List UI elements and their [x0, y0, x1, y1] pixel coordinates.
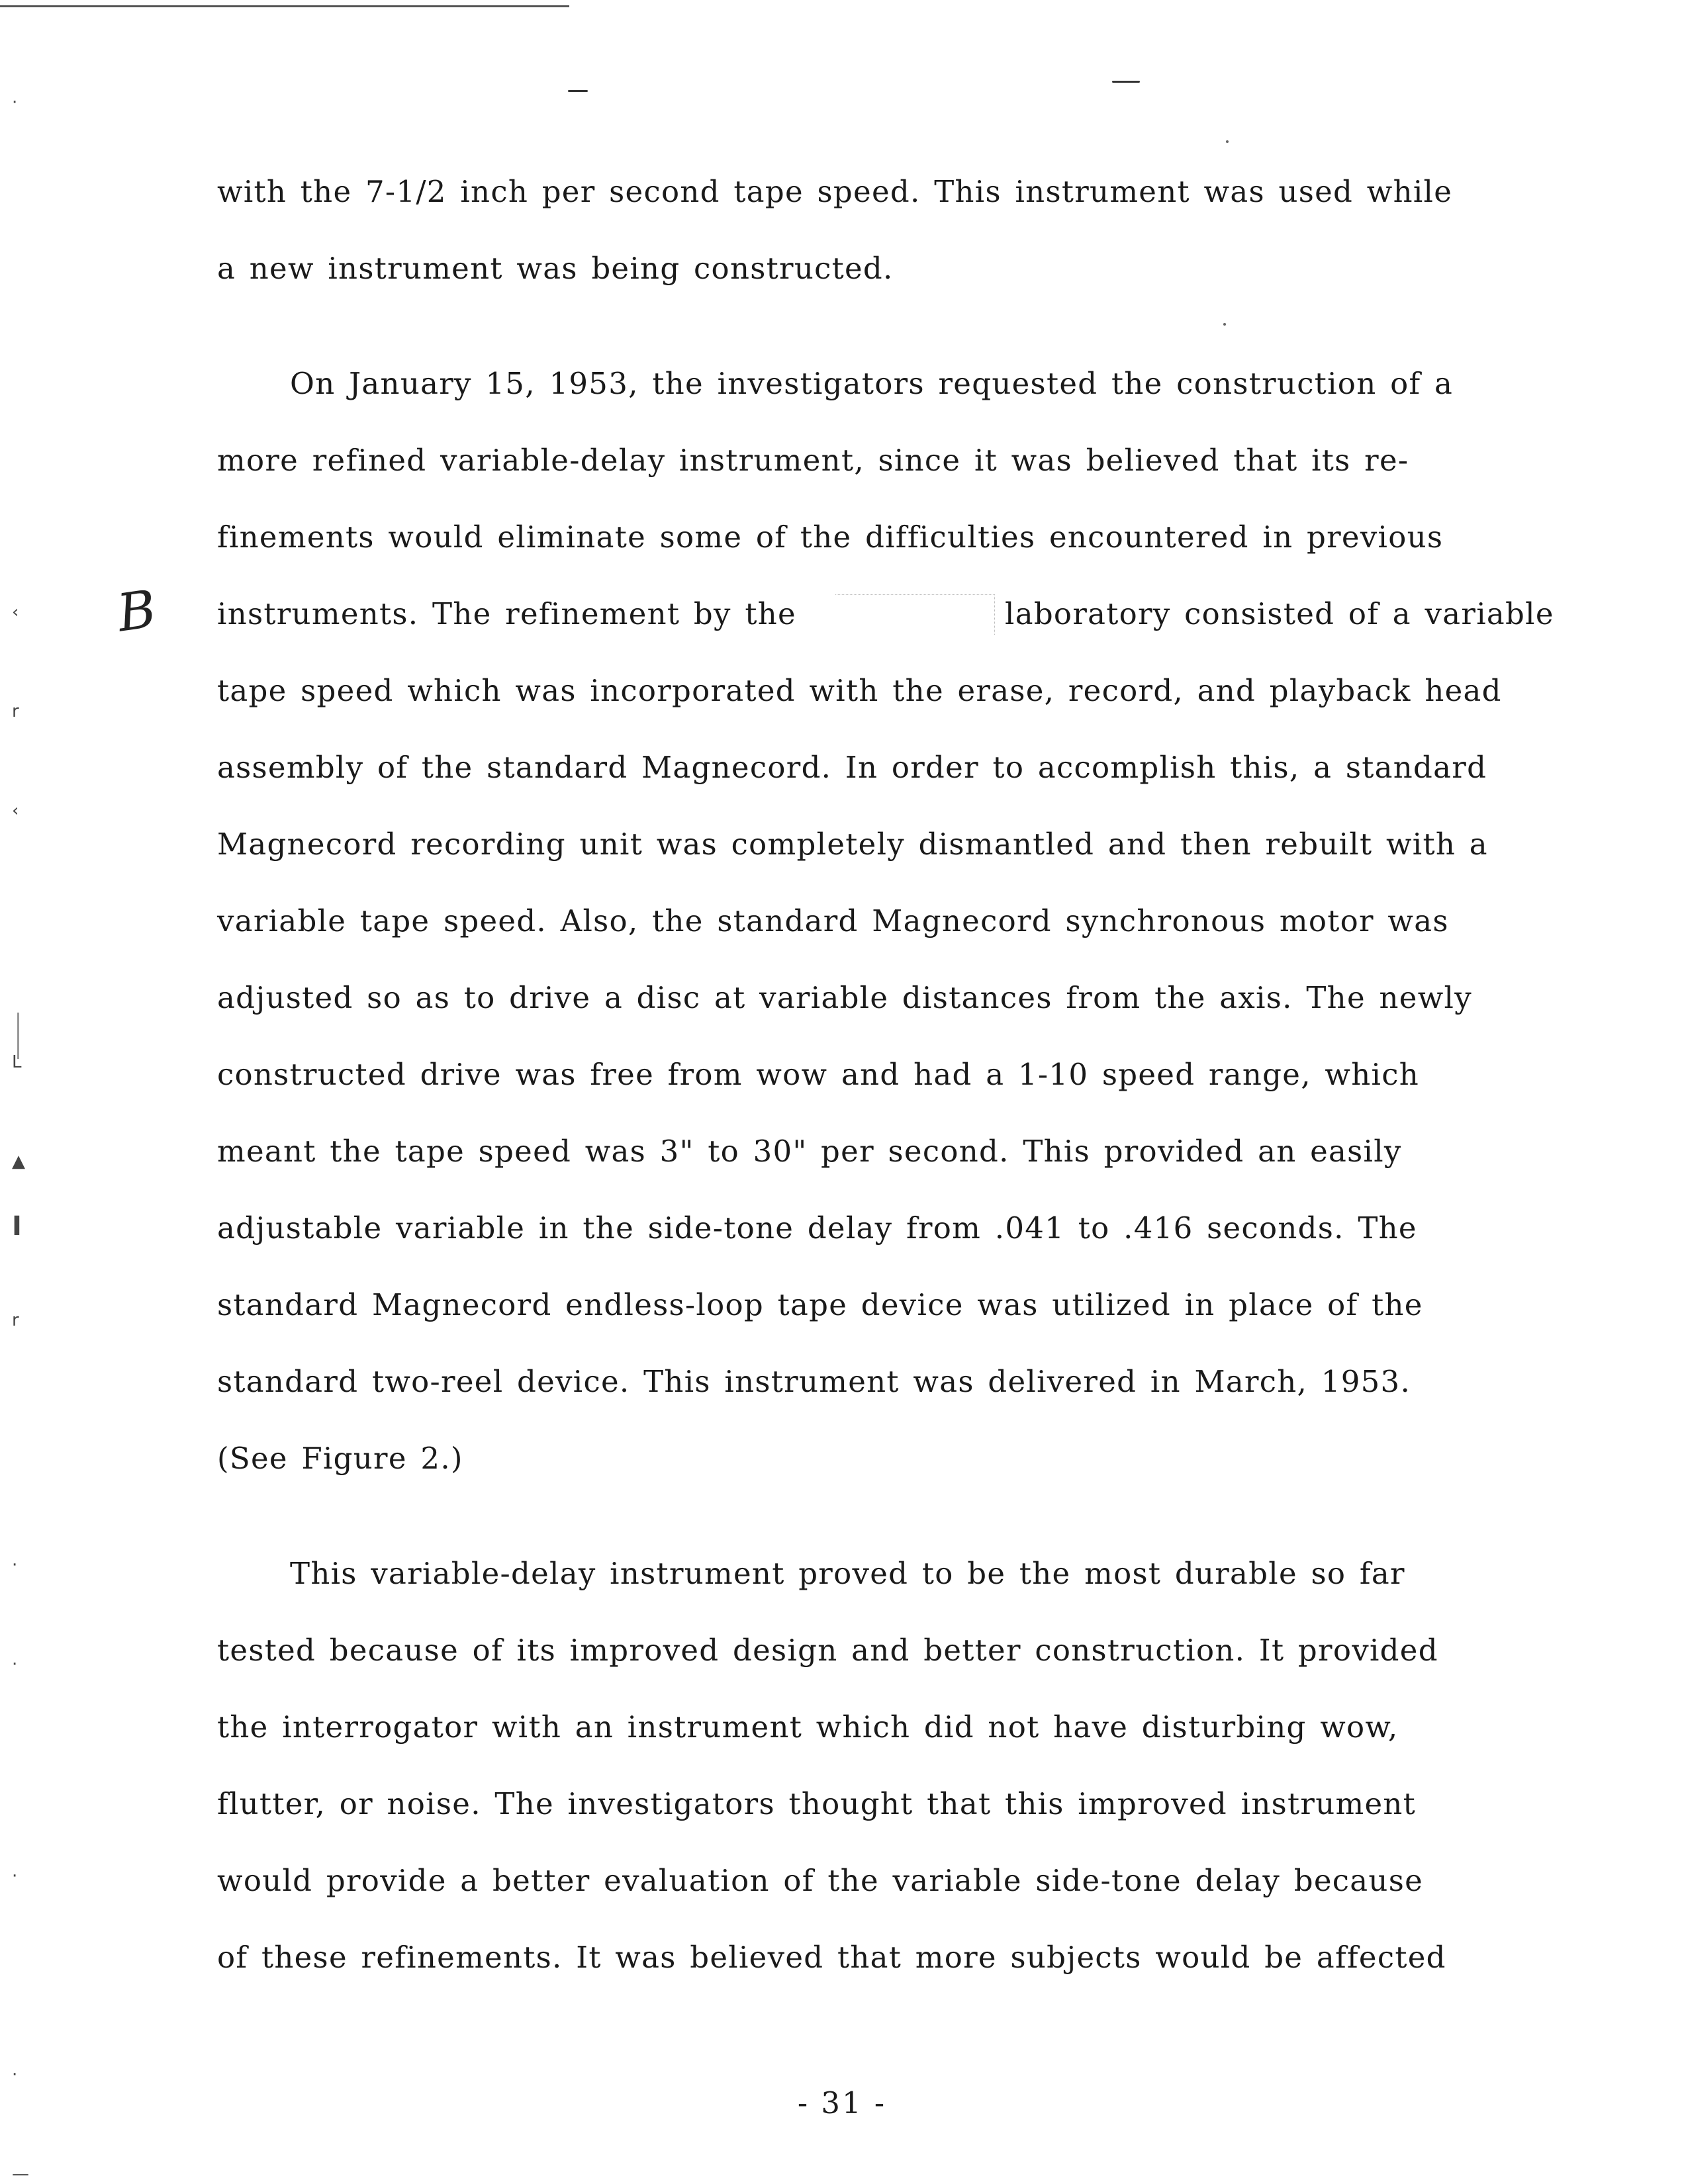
page-number: - 31 - [797, 2085, 887, 2120]
body-text-line: (See Figure 2.) [217, 1441, 463, 1476]
paragraph-first-line: This variable-delay instrument proved to be the most durable so far [290, 1556, 1405, 1591]
margin-artifact: · [12, 1655, 18, 1674]
body-text-line: instruments. The refinement by the [217, 596, 796, 631]
scan-artifact [1223, 323, 1226, 326]
margin-artifact: · [12, 93, 18, 113]
handwritten-margin-annotation: B [114, 579, 160, 644]
margin-artifact: ▲ [12, 1152, 25, 1171]
body-text-line: standard Magnecord endless-loop tape device was utilized in place of the [217, 1287, 1423, 1322]
body-text-line: constructed drive was free from wow and had a 1-10 speed range, which [217, 1057, 1419, 1092]
scan-artifact [1112, 81, 1140, 83]
body-text-line: a new instrument was being constructed. [217, 251, 894, 286]
body-text-line: variable tape speed. Also, the standard Magnecord synchronous motor was [217, 903, 1449, 938]
body-text-line: with the 7-1/2 inch per second tape speed. This instrument was used while [217, 174, 1453, 209]
margin-artifact: · [12, 1555, 18, 1575]
body-text-line: meant the tape speed was 3" to 30" per second. This provided an easily [217, 1134, 1402, 1169]
redacted-region [835, 594, 995, 635]
body-text-line: Magnecord recording unit was completely dismantled and then rebuilt with a [217, 827, 1488, 862]
left-binding-margin [0, 0, 40, 2184]
top-edge-rule [0, 5, 569, 7]
body-text-line: tape speed which was incorporated with the erase, record, and playback head [217, 673, 1502, 708]
margin-artifact: r [12, 1310, 19, 1330]
body-text-line: adjusted so as to drive a disc at variable distances from the axis. The newly [217, 980, 1472, 1015]
paragraph-first-line: On January 15, 1953, the investigators requested the construction of a [290, 366, 1454, 401]
scan-artifact [1226, 140, 1229, 143]
body-text-line: more refined variable-delay instrument, since it was believed that its re- [217, 443, 1409, 478]
scan-artifact [568, 90, 588, 92]
margin-artifact: r [12, 702, 19, 721]
margin-artifact: L [12, 1052, 22, 1072]
margin-artifact: ‹ [12, 602, 19, 622]
margin-artifact: I [12, 1211, 22, 1242]
margin-artifact: — [12, 2164, 29, 2184]
body-text-line: standard two-reel device. This instrument was delivered in March, 1953. [217, 1364, 1411, 1399]
body-text-line: laboratory consisted of a variable [1005, 596, 1554, 631]
body-text-line: finements would eliminate some of the difficulties encountered in previous [217, 520, 1444, 555]
body-text-line: adjustable variable in the side-tone delay from .041 to .416 seconds. The [217, 1210, 1417, 1246]
margin-artifact: ‹ [12, 801, 19, 821]
body-text-line: would provide a better evaluation of the variable side-tone delay because [217, 1863, 1424, 1898]
body-text-line: flutter, or noise. The investigators thought that this improved instrument [217, 1786, 1417, 1821]
margin-artifact: · [12, 1866, 18, 1886]
margin-artifact: · [12, 2065, 18, 2085]
body-text-line: tested because of its improved design and better construction. It provided [217, 1633, 1438, 1668]
body-text-line: of these refinements. It was believed that more subjects would be affected [217, 1940, 1446, 1975]
body-text-line: assembly of the standard Magnecord. In order to accomplish this, a standard [217, 750, 1487, 785]
body-text-line: the interrogator with an instrument which did not have disturbing wow, [217, 1709, 1399, 1745]
